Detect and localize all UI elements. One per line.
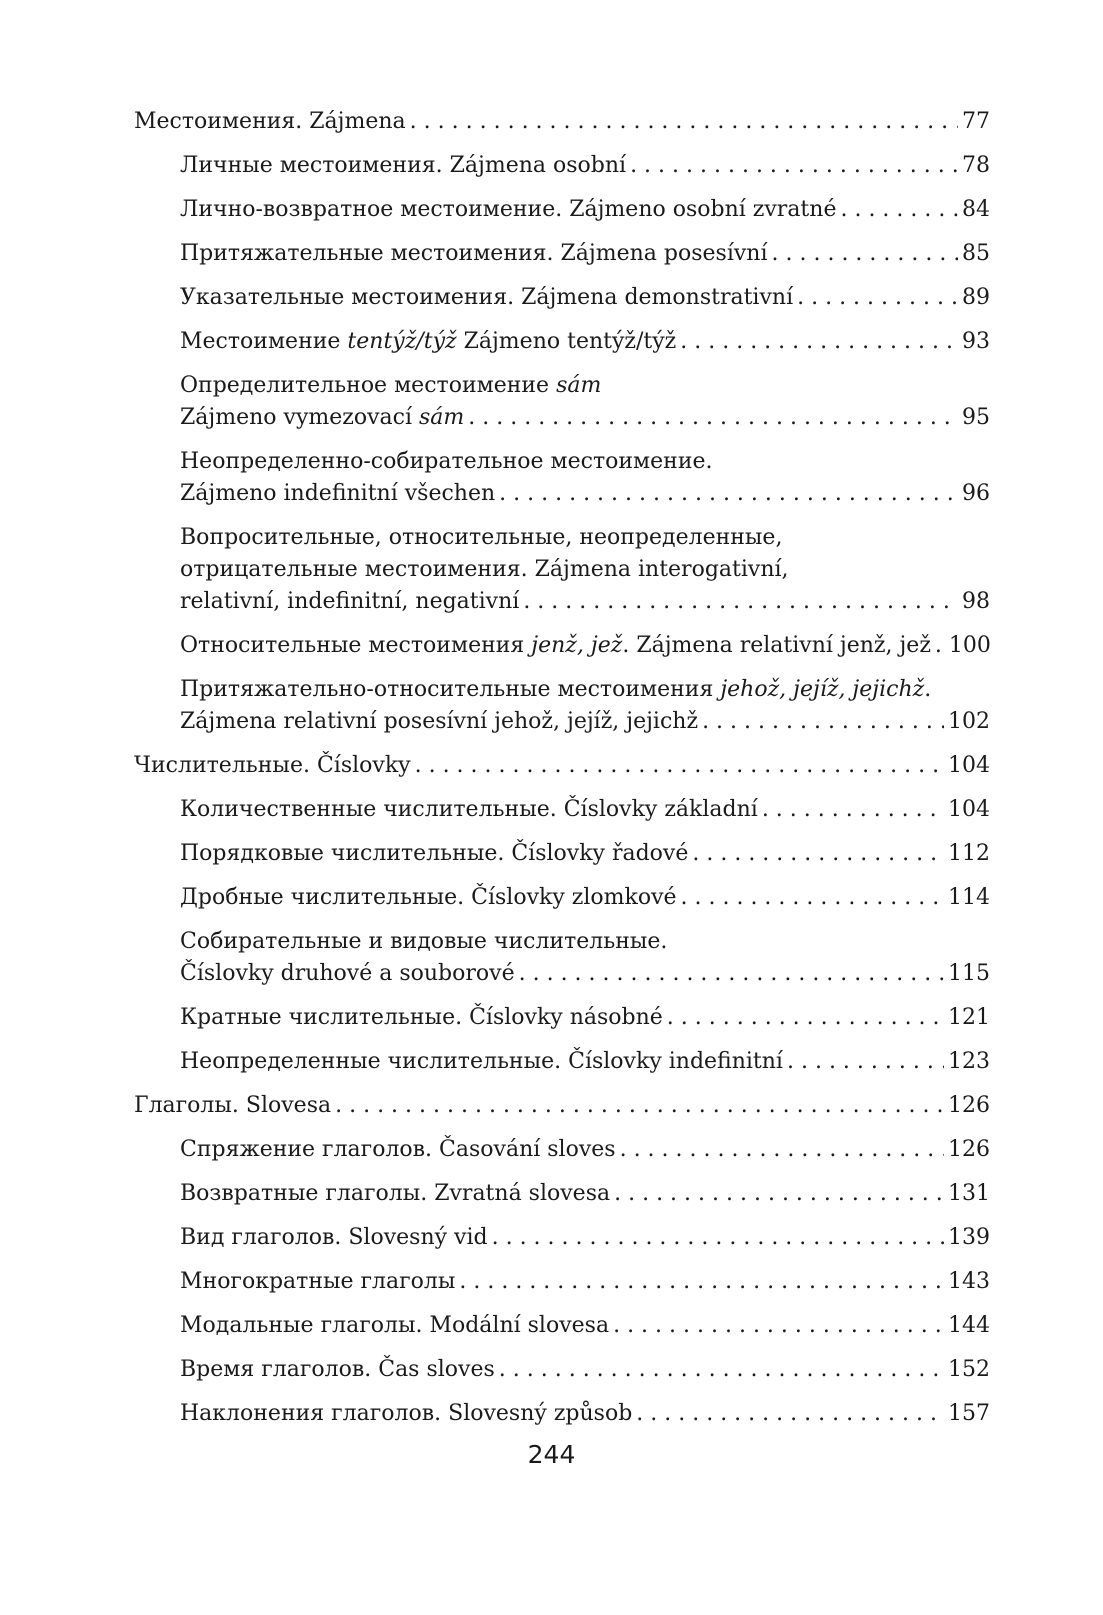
toc-subsection-title: Личные местоимения. Zájmena osobní [180, 153, 627, 178]
toc-page-ref[interactable]: 78 [962, 153, 990, 178]
toc-entry-main-line [180, 282, 990, 314]
italic-term: jenž, jež [531, 633, 623, 658]
toc-entry[interactable] [134, 106, 990, 138]
toc-entry-line: Собирательные и видовые числительные. [180, 929, 668, 954]
italic-term: jehož, jejíž, jejichž [720, 677, 925, 702]
dot-leader [614, 1178, 944, 1210]
text-run: Zájmeno tentýž/týž [456, 329, 677, 354]
toc-entry[interactable] [134, 326, 990, 358]
toc-entry-line [180, 674, 990, 706]
toc-entry-main-line [180, 958, 990, 990]
toc-page-ref[interactable]: 139 [948, 1225, 990, 1250]
text-run: Притяжательно-относительные местоимения [180, 677, 721, 702]
dot-leader [415, 750, 944, 782]
toc-entry[interactable] [134, 194, 990, 226]
toc-entry-main-line [180, 150, 990, 182]
toc-page-ref[interactable]: 157 [948, 1401, 990, 1426]
toc-entry[interactable] [134, 1090, 990, 1122]
toc-page-ref[interactable]: 85 [962, 241, 990, 266]
toc-subsection-title: Многократные глаголы [180, 1269, 456, 1294]
toc-entry[interactable] [134, 1222, 990, 1254]
page-number: 244 [527, 1440, 576, 1469]
toc-section-title: Глаголы. Slovesa [134, 1093, 332, 1118]
toc-entry-main-line [180, 194, 990, 226]
toc-page-ref[interactable]: 100 [948, 633, 991, 658]
toc-entry-main-line [180, 238, 990, 270]
toc-entry[interactable] [134, 794, 990, 826]
dot-leader [335, 1090, 944, 1122]
toc-subsection-title: Притяжательные местоимения. Zájmena posesívní [180, 241, 768, 266]
toc-entry-line: Неопределенно-собирательное местоимение. [180, 449, 713, 474]
toc-subsection-title [180, 326, 676, 358]
toc-entry[interactable] [134, 1134, 990, 1166]
toc-entry-main-line [180, 1134, 990, 1166]
toc-entry-line: отрицательные местоимения. Zájmena interogativní, [180, 557, 789, 582]
dot-leader [630, 150, 958, 182]
toc-subsection-title: Дробные числительные. Číslovky zlomkové [180, 885, 677, 910]
text-run: . Zájmena relativní jenž, jež [622, 633, 931, 658]
toc-entry-main-line [180, 838, 990, 870]
toc-subsection-title: Вид глаголов. Slovesný vid [180, 1225, 488, 1250]
dot-leader [787, 1046, 944, 1078]
toc-section-title: Числительные. Číslovky [134, 753, 411, 778]
toc-page-ref[interactable]: 96 [962, 481, 990, 506]
toc-subsection-title [180, 630, 931, 662]
toc-entry[interactable] [134, 630, 990, 662]
dot-leader [772, 238, 958, 270]
toc-page-ref[interactable]: 114 [948, 885, 990, 910]
toc-page-ref[interactable]: 104 [948, 753, 990, 778]
toc-subsection-title: relativní, indefinitní, negativní [180, 589, 520, 614]
toc-page-ref[interactable]: 126 [948, 1137, 990, 1162]
toc-entry-main-line [180, 706, 990, 738]
toc-entry[interactable] [134, 1266, 990, 1298]
toc-subsection-title: Время глаголов. Čas sloves [180, 1357, 495, 1382]
toc-section-title: Местоимения. Zájmena [134, 109, 406, 134]
toc-subsection-title: Количественные числительные. Číslovky základní [180, 797, 758, 822]
toc-entry-main-line [180, 1398, 990, 1430]
toc-entry[interactable] [134, 674, 990, 738]
toc-page-ref[interactable]: 102 [948, 709, 990, 734]
toc-page-ref[interactable]: 95 [962, 405, 990, 430]
dot-leader [840, 194, 958, 226]
text-run: . [924, 677, 932, 702]
dot-leader [620, 1134, 944, 1166]
dot-leader [935, 630, 945, 662]
toc-subsection-title: Указательные местоимения. Zájmena demonstrativní [180, 285, 794, 310]
toc-entry-main-line [180, 1222, 990, 1254]
dot-leader [680, 326, 958, 358]
toc-page-ref[interactable]: 126 [948, 1093, 990, 1118]
dot-leader [797, 282, 958, 314]
toc-page-ref[interactable]: 144 [948, 1313, 990, 1338]
dot-leader [499, 1354, 944, 1386]
italic-term: tentýž/týž [347, 329, 457, 354]
dot-leader [667, 1002, 944, 1034]
table-of-contents [134, 106, 990, 1442]
toc-page-ref[interactable]: 93 [962, 329, 990, 354]
toc-subsection-title [180, 402, 464, 434]
toc-entry-main-line [180, 1046, 990, 1078]
toc-entry-main-line [134, 1090, 990, 1122]
dot-leader [468, 402, 958, 434]
toc-entry[interactable] [134, 838, 990, 870]
toc-entry[interactable] [134, 1046, 990, 1078]
toc-entry[interactable] [134, 1398, 990, 1430]
text-run: Местоимение [180, 329, 348, 354]
toc-entry-main-line [134, 106, 990, 138]
toc-page-ref[interactable]: 152 [948, 1357, 990, 1382]
toc-entry[interactable] [134, 1310, 990, 1342]
toc-entry-main-line [180, 326, 990, 358]
toc-entry[interactable] [134, 750, 990, 782]
toc-subsection-title: Zájmena relativní posesívní jehož, jejíž, jejichž [180, 709, 699, 734]
toc-entry-main-line [180, 630, 990, 662]
toc-subsection-title: Zájmeno indefinitní všechen [180, 481, 496, 506]
text-run: Относительные местоимения [180, 633, 532, 658]
dot-leader [499, 478, 958, 510]
toc-page-ref[interactable]: 121 [948, 1005, 990, 1030]
dot-leader [410, 106, 958, 138]
dot-leader [636, 1398, 944, 1430]
dot-leader [762, 794, 944, 826]
toc-subsection-title: Модальные глаголы. Modální slovesa [180, 1313, 610, 1338]
toc-entry-main-line [180, 1178, 990, 1210]
toc-subsection-title: Наклонения глаголов. Slovesný způsob [180, 1401, 633, 1426]
toc-page-ref[interactable]: 89 [962, 285, 990, 310]
dot-leader [681, 882, 944, 914]
toc-entry-main-line [180, 586, 990, 618]
toc-page-ref[interactable]: 84 [962, 197, 990, 222]
dot-leader [692, 838, 944, 870]
toc-entry-main-line [180, 794, 990, 826]
toc-entry-main-line [180, 1354, 990, 1386]
toc-page-ref[interactable]: 143 [948, 1269, 990, 1294]
toc-page-ref[interactable]: 112 [948, 841, 990, 866]
toc-entry-line [180, 370, 990, 402]
toc-entry[interactable] [134, 238, 990, 270]
toc-entry[interactable] [134, 1002, 990, 1034]
toc-page-ref[interactable]: 98 [962, 589, 990, 614]
toc-entry-line: Вопросительные, относительные, неопределенные, [180, 525, 783, 550]
toc-entry[interactable] [134, 446, 990, 510]
toc-subsection-title: Číslovky druhové a souborové [180, 961, 515, 986]
toc-entry[interactable] [134, 522, 990, 618]
toc-page-ref[interactable]: 77 [962, 109, 990, 134]
toc-subsection-title: Спряжение глаголов. Časování sloves [180, 1137, 616, 1162]
dot-leader [492, 1222, 944, 1254]
toc-entry[interactable] [134, 282, 990, 314]
toc-entry-main-line [180, 1266, 990, 1298]
toc-entry[interactable] [134, 1354, 990, 1386]
toc-subsection-title: Неопределенные числительные. Číslovky indefinitní [180, 1049, 783, 1074]
toc-subsection-title: Кратные числительные. Číslovky násobné [180, 1005, 663, 1030]
toc-entry[interactable] [134, 370, 990, 434]
toc-page-ref[interactable]: 123 [948, 1049, 990, 1074]
dot-leader [523, 586, 958, 618]
toc-entry-main-line [134, 750, 990, 782]
italic-term: sám [556, 373, 602, 398]
dot-leader [519, 958, 944, 990]
italic-term: sám [418, 405, 465, 430]
toc-entry[interactable] [134, 150, 990, 182]
toc-entry[interactable] [134, 882, 990, 914]
toc-page-ref[interactable]: 131 [948, 1181, 990, 1206]
toc-entry-main-line [180, 402, 990, 434]
toc-page-ref[interactable]: 104 [948, 797, 990, 822]
toc-entry-main-line [180, 882, 990, 914]
toc-entry-main-line [180, 1002, 990, 1034]
dot-leader [702, 706, 944, 738]
text-run: Zájmeno vymezovací [180, 405, 419, 430]
toc-subsection-title: Лично-возвратное местоимение. Zájmeno osobní zvratné [180, 197, 837, 222]
toc-entry[interactable] [134, 1178, 990, 1210]
toc-entry-main-line [180, 1310, 990, 1342]
text-run: Определительное местоимение [180, 373, 557, 398]
toc-subsection-title: Порядковые числительные. Číslovky řadové [180, 841, 689, 866]
dot-leader [613, 1310, 944, 1342]
toc-page-ref[interactable]: 115 [948, 961, 990, 986]
toc-entry[interactable] [134, 926, 990, 990]
dot-leader [459, 1266, 944, 1298]
toc-subsection-title: Возвратные глаголы. Zvratná slovesa [180, 1181, 611, 1206]
toc-entry-main-line [180, 478, 990, 510]
